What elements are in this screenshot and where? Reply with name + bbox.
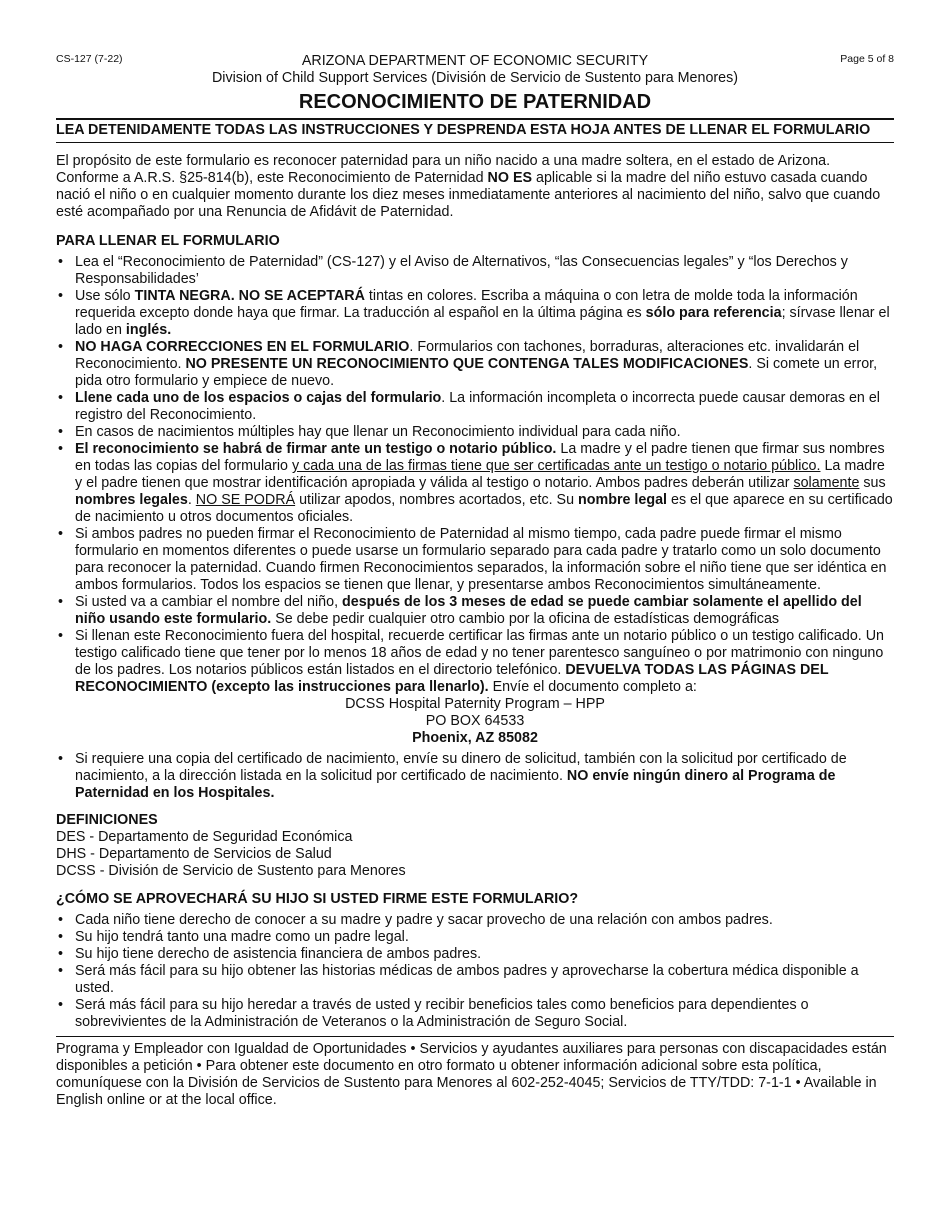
list-item: • Cada niño tiene derecho de conocer a su madre y padre y sacar provecho de una relación con ambos padres. (56, 912, 894, 929)
fill-section-heading: PARA LLENAR EL FORMULARIO (56, 233, 280, 249)
list-item: • NO HAGA CORRECCIONES EN EL FORMULARIO. Formularios con tachones, borraduras, alteraciones etc. invalidarán el Reconocimiento. NO PRESENTE UN RECONOCIMIENTO QUE CONTENGA TALES MODIFICACIONES. Si comete un error, pida otro formulario y empiece de nuevo. (56, 339, 894, 390)
list-item: • Llene cada uno de los espacios o cajas del formulario. La información incompleta o incorrecta puede causar demoras en el registro del Reconocimiento. (56, 390, 894, 424)
list-item: • Lea el “Reconocimiento de Paternidad” (CS-127) y el Aviso de Alternativos, “las Consecuencias legales” y “los Derechos y Responsabilidades’ (56, 254, 894, 288)
footer-notice: Programa y Empleador con Igualdad de Oportunidades • Servicios y ayudantes auxiliares para personas con discapacidades están disponibles a petición • Para obtener este documento en otro formato u obtener información adicional sobre esta política, comuníquese con la División de Servicios de Sustento para Menores al 602-252-4045; Servicios de TTY/TDD: 7-1-1 • Available in English online or at the local office. (56, 1036, 894, 1109)
definitions-heading: DEFINICIONES (56, 812, 158, 828)
address-line-2: PO BOX 64533 (425, 713, 525, 729)
list-item: • En casos de nacimientos múltiples hay que llenar un Reconocimiento individual para cada niño. (56, 424, 894, 441)
benefits-list (56, 912, 894, 1031)
address-line-3: Phoenix, AZ 85082 (412, 730, 538, 746)
form-number: CS-127 (7-22) (56, 53, 123, 65)
list-item: • Su hijo tiene derecho de asistencia financiera de ambos padres. (56, 946, 894, 963)
definition-item: DCSS - División de Servicio de Sustento para Menores (56, 863, 406, 879)
list-item: • Use sólo TINTA NEGRA. NO SE ACEPTARÁ tintas en colores. Escriba a máquina o con letra de molde toda la información requerida excepto donde haya que firmar. La traducción al español en la última página es sólo para referencia; sírvase llenar el lado en inglés. (56, 288, 894, 339)
address-line-1: DCSS Hospital Paternity Program – HPP (345, 696, 605, 712)
division-name: Division of Child Support Services (División de Servicio de Sustento para Menores) (211, 70, 739, 86)
list-item: • Si ambos padres no pueden firmar el Reconocimiento de Paternidad al mismo tiempo, cada padre puede firmar el mismo formulario en momentos diferentes o puede usarse un formulario separado para cada padre y tratarlo como un solo documento para reconocer la paternidad. Cuando firmen Reconocimientos separados, la información sobre el niño tiene que ser idéntica en ambos formularios. Todos los espacios se tienen que llenar, y presentarse ambos Reconocimientos simultáneamente. (56, 526, 894, 594)
definition-item: DHS - Departamento de Servicios de Salud (56, 846, 332, 862)
fill-instructions-list-cont (56, 751, 894, 802)
page-title: RECONOCIMIENTO DE PATERNIDAD (298, 91, 652, 113)
list-item: • Será más fácil para su hijo obtener las historias médicas de ambos padres y aprovecharse la cobertura médica disponible a usted. (56, 963, 894, 997)
intro-paragraph-1: El propósito de este formulario es reconocer paternidad para un niño nacido a una madre soltera, en el estado de Arizona. (56, 153, 831, 169)
list-item: • Si usted va a cambiar el nombre del niño, después de los 3 meses de edad se puede cambiar solamente el apellido del niño usando este formulario. Se debe pedir cualquier otro cambio por la oficina de estadísticas demográficas (56, 594, 894, 628)
instruction-banner-text: LEA DETENIDAMENTE TODAS LAS INSTRUCCIONES Y DESPRENDA ESTA HOJA ANTES DE LLENAR EL FORMULARIO (56, 122, 871, 138)
benefits-heading: ¿CÓMO SE APROVECHARÁ SU HIJO SI USTED FIRME ESTE FORMULARIO? (56, 891, 579, 907)
agency-name: ARIZONA DEPARTMENT OF ECONOMIC SECURITY (301, 53, 649, 69)
list-item: • Si llenan este Reconocimiento fuera del hospital, recuerde certificar las firmas ante un notario público o un testigo calificado. Un testigo calificado tiene que tener por lo menos 18 años de edad y no tener parentesco sanguíneo o por matrimonio con ninguno de los padres. Los notarios públicos están listados en el directorio telefónico. DEVUELVA TODAS LAS PÁGINAS DEL RECONOCIMIENTO (excepto las instrucciones para llenarlo). Envíe el documento completo a: (56, 628, 894, 696)
intro-section (56, 153, 894, 221)
mailing-address (56, 696, 894, 747)
list-item: • Su hijo tendrá tanto una madre como un padre legal. (56, 929, 894, 946)
list-item: • Si requiere una copia del certificado de nacimiento, envíe su dinero de solicitud, también con la solicitud por certificado de nacimiento, a la dirección listada en la solicitud por certificado de nacimiento. NO envíe ningún dinero al Programa de Paternidad en los Hospitales. (56, 751, 894, 802)
definition-item: DES - Departamento de Seguridad Económica (56, 829, 353, 845)
intro-paragraph-2: Conforme a A.R.S. §25-814(b), este Reconocimiento de Paternidad NO ES aplicable si la madre del niño estuvo casada cuando nació el niño o en cualquier momento durante los diez meses inmediatamente anteriores al nacimiento del niño, salvo que cuando esté acompañado por una Renuncia de Afidávit de Paternidad. (56, 170, 881, 220)
fill-instructions-list (56, 254, 894, 696)
list-item: • El reconocimiento se habrá de firmar ante un testigo o notario público. La madre y el padre tienen que firmar sus nombres en todas las copias del formulario y cada una de las firmas tiene que ser certificadas ante un testigo o notario público. La madre y el padre tienen que mostrar identificación apropiada y válida al testigo o notario. Ambos padres deberán utilizar solamente sus nombres legales. NO SE PODRÁ utilizar apodos, nombres acortados, etc. Su nombre legal es el que aparece en su certificado de nacimiento u otros documentos oficiales. (56, 441, 894, 526)
list-item: • Será más fácil para su hijo heredar a través de usted y recibir beneficios tales como beneficios para dependientes o sobrevivientes de la Administración de Veteranos o la Administración de Seguro Social. (56, 997, 894, 1031)
definitions-section (56, 812, 894, 880)
page-number: Page 5 of 8 (840, 53, 894, 65)
instruction-banner (56, 118, 894, 143)
